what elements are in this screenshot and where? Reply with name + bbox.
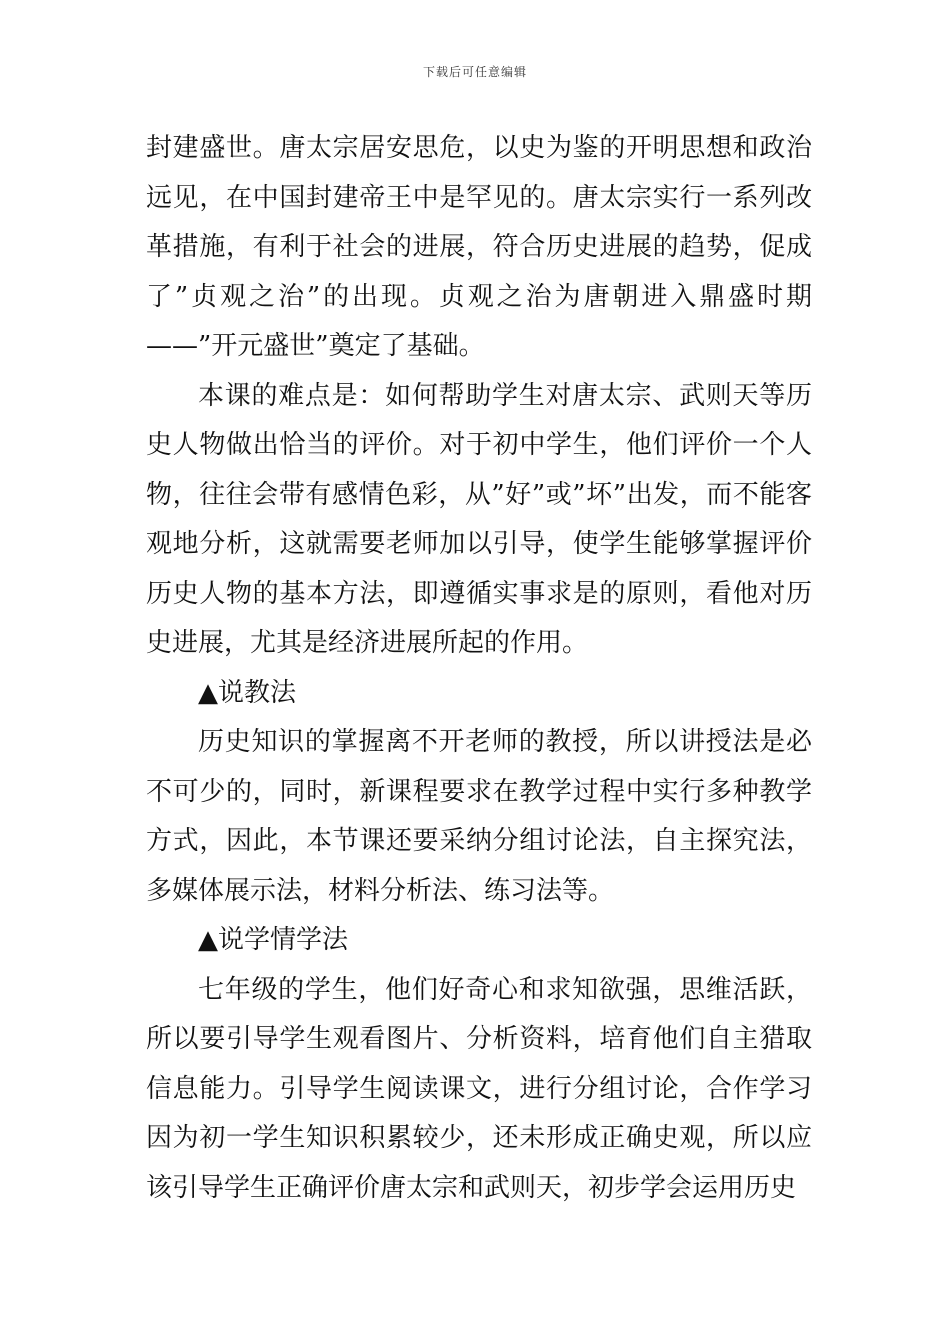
- section-heading-learning-method: ▲说学情学法: [198, 925, 348, 955]
- paragraph-difficulty: 本课的难点是：如何帮助学生对唐太宗、武则天等历史人物做出恰当的评价。对于初中学生，他们评价一个人物，往往会带有感情色彩，从”好”或”坏”出发，而不能客观地分析，这就需要老师加以引导，使学生能够掌握评价历史人物的基本方法，即遵循实事求是的原则，看他对历史进展，尤其是经济进展所起的作用。: [146, 380, 812, 658]
- paragraph-teaching-method: 历史知识的掌握离不开老师的教授，所以讲授法是必不可少的，同时，新课程要求在教学过程中实行多种教学方式，因此，本节课还要采纳分组讨论法，自主探究法，多媒体展示法，材料分析法、练习法等。: [146, 727, 812, 906]
- document-body: [146, 124, 812, 1213]
- page-header: 下载后可任意编辑: [422, 65, 527, 79]
- paragraph-continuation: 封建盛世。唐太宗居安思危，以史为鉴的开明思想和政治远见，在中国封建帝王中是罕见的。唐太宗实行一系列改革措施，有利于社会的进展，符合历史进展的趋势，促成了”贞观之治”的出现。贞观之治为唐朝进入鼎盛时期——”开元盛世”奠定了基础。: [146, 133, 812, 361]
- section-heading-teaching-method: ▲说教法: [198, 677, 296, 708]
- paragraph-learning-method: 七年级的学生，他们好奇心和求知欲强，思维活跃，所以要引导学生观看图片、分析资料，培育他们自主猎取信息能力。引导学生阅读课文，进行分组讨论，合作学习因为初一学生知识积累较少，还未形成正确史观，所以应该引导学生正确评价唐太宗和武则天，初步学会运用历史: [146, 974, 812, 1203]
